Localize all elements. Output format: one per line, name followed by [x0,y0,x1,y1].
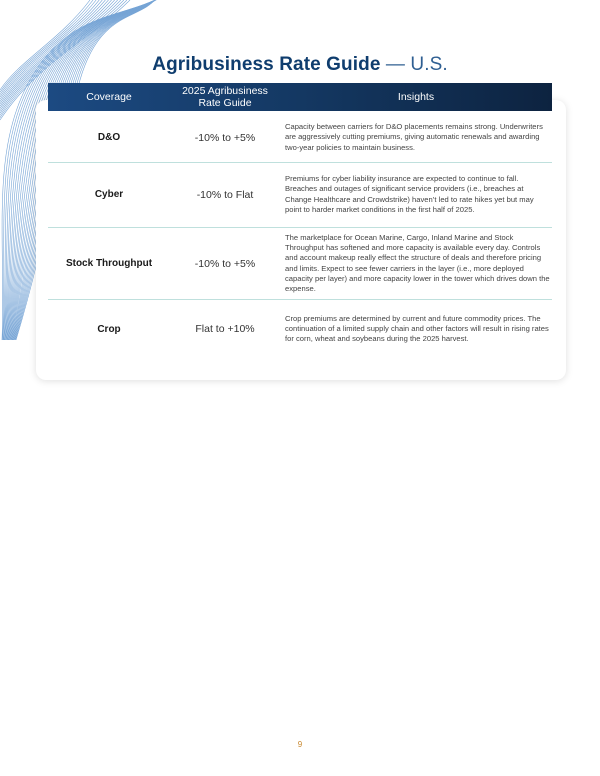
page-title [0,54,600,76]
rate-cell: -10% to Flat [196,188,254,201]
coverage-cell: Cyber [94,189,124,200]
header-insights: Insights [397,91,435,103]
title-region: — U.S. [380,54,448,75]
table-row [48,229,552,298]
coverage-cell: D&O [97,132,121,143]
rate-cell: Flat to +10% [195,323,255,335]
table-header [48,83,552,111]
insights-cell: Premiums for cyber liability insurance are expected to continue to fall. Breaches and outages of significant service providers (i.e., breaches at Change Healthcare and Crowdstrike) haven’t led to rate hikes yet but may point to harder market conditions in the first half of 2025. [285,174,534,214]
rate-cell: -10% to +5% [194,257,256,270]
insights-cell: The marketplace for Ocean Marine, Cargo, Inland Marine and Stock Throughput has softened and more capacity is available every day. Controls and account makeup really effect the structure of deals and therefore pricing and limits. Expect to see fewer carriers in the layer (i.e., more deployed capacity per layer) and more capacity lower in the tower which drives down the expense. [285,232,550,293]
header-rate-guide: 2025 Agribusiness Rate Guide [182,85,268,109]
row-divider [48,299,552,300]
title-main: Agribusiness Rate Guide [152,54,381,75]
table-row [48,163,552,226]
rate-cell: -10% to +5% [194,131,256,144]
row-divider [48,227,552,228]
header-coverage: Coverage [86,91,132,103]
table-row [48,301,552,357]
page-number: 9 [297,740,303,749]
coverage-cell: Stock Throughput [65,258,153,269]
insights-cell: Crop premiums are determined by current and future commodity prices. The continuation of a limited supply chain and other factors will result in rising rates for corn, wheat and soybeans during the 2025 harvest. [285,313,549,344]
insights-cell: Capacity between carriers for D&O placements remains strong. Underwriters are aggressively cutting premiums, giving automatic renewals and awarding two-year policies to maintain business. [285,122,543,152]
table-row [48,113,552,162]
coverage-cell: Crop [97,323,121,335]
